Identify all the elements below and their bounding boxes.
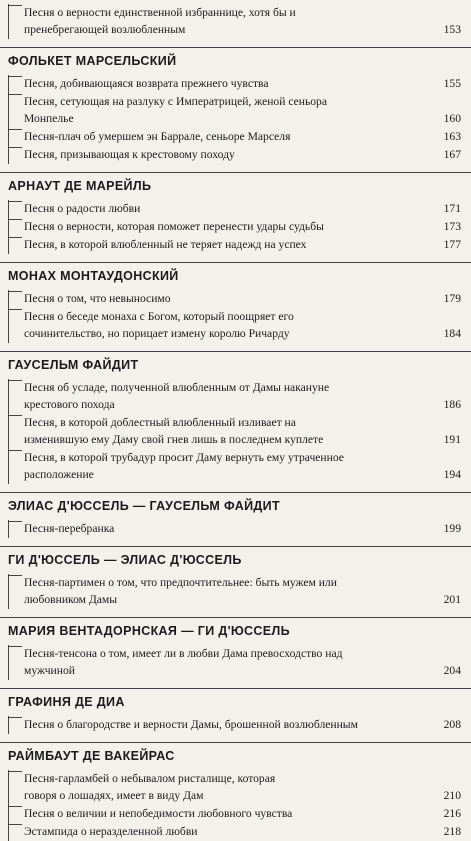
entry-page-number: 216 [443,807,461,820]
author-heading: ГАУСЕЛЬМ ФАЙДИТ [8,358,139,372]
toc-entry[interactable] [24,716,461,733]
entry-title [24,75,461,92]
entry-title-line: Эстампида о неразделенной любви [24,825,198,838]
section-vertical-rule [8,520,9,538]
toc-entry[interactable] [24,4,461,38]
entry-tick-rule [8,771,22,772]
toc-entry[interactable] [24,93,461,127]
entry-title-line: Песня, добивающаяся возврата прежнего чувства [24,77,269,90]
section-divider [0,262,471,263]
entry-tick-rule [8,94,22,95]
entry-title-line: расположение [24,468,94,481]
entry-title-line: Песня-гарламбей о небывалом ристалище, которая [24,772,276,785]
entry-page-number: 186 [443,398,461,411]
section-divider [0,742,471,743]
entry-title [24,379,461,413]
entry-page-number: 155 [443,77,461,90]
entry-tick-rule [8,5,22,6]
entry-title-line: Песня о благородстве и верности Дамы, брошенной возлюбленным [24,718,358,731]
entry-page-number: 191 [443,433,461,446]
section-vertical-rule [8,379,9,484]
toc-entry[interactable] [24,520,461,537]
entry-title [24,574,461,608]
entry-page-number: 208 [443,718,461,731]
toc-entry[interactable] [24,200,461,217]
section-divider [0,47,471,48]
entry-title [24,146,461,163]
entry-title [24,520,461,537]
entry-title [24,805,461,822]
section-divider [0,546,471,547]
section-vertical-rule [8,290,9,343]
entry-title-line: говоря о лошадях, имеет в виду Дам [24,789,204,802]
section-vertical-rule [8,200,9,254]
entry-title-line: Песня, в которой трубадур просит Даму вернуть ему утраченное [24,451,344,464]
entry-title-line: изменившую ему Даму свой гнев лишь в последнем куплете [24,433,324,446]
entry-title [24,4,461,38]
section-divider [0,351,471,352]
entry-tick-rule [8,575,22,576]
entry-page-number: 153 [443,23,461,36]
entry-title [24,218,461,235]
entry-page-number: 167 [443,148,461,161]
entry-page-number: 160 [443,112,461,125]
section-vertical-rule [8,574,9,609]
entry-title [24,770,461,804]
author-heading: АРНАУТ ДЕ МАРЕЙЛЬ [8,179,152,193]
entry-title [24,236,461,253]
section-vertical-rule [8,75,9,164]
toc-entry[interactable] [24,218,461,235]
toc-entry[interactable] [24,128,461,145]
toc-entry[interactable] [24,805,461,822]
entry-title-line: Песня-тенсона о том, имеет ли в любви Дама превосходство над [24,647,343,660]
entry-tick-rule [8,806,22,807]
entry-title-line: Песня, в которой доблестный влюбленный изливает на [24,416,296,429]
author-heading: ГИ Д'ЮССЕЛЬ — ЭЛИАС Д'ЮССЕЛЬ [8,553,242,567]
entry-tick-rule [8,291,22,292]
entry-title [24,716,461,733]
toc-entry[interactable] [24,308,461,342]
toc-entry[interactable] [24,823,461,840]
entry-tick-rule [8,521,22,522]
entry-page-number: 177 [443,238,461,251]
toc-entry[interactable] [24,290,461,307]
entry-page-number: 163 [443,130,461,143]
entry-title [24,200,461,217]
entry-title [24,414,461,448]
entry-page-number: 184 [443,327,461,340]
section-vertical-rule [8,645,9,680]
entry-page-number: 199 [443,522,461,535]
entry-page-number: 204 [443,664,461,677]
entry-title [24,823,461,840]
entry-tick-rule [8,646,22,647]
entry-page-number: 210 [443,789,461,802]
entry-title-line: Песня о радости любви [24,202,141,215]
entry-tick-rule [8,415,22,416]
section-vertical-rule [8,770,9,841]
entry-tick-rule [8,201,22,202]
toc-entry[interactable] [24,645,461,679]
author-heading: ЭЛИАС Д'ЮССЕЛЬ — ГАУСЕЛЬМ ФАЙДИТ [8,499,280,513]
entry-title-line: Песня-перебранка [24,522,115,535]
entry-title-line: Монпелье [24,112,74,125]
entry-page-number: 218 [443,825,461,838]
entry-title-line: Песня, в которой влюбленный не теряет надежд на успех [24,238,307,251]
section-divider [0,617,471,618]
section-vertical-rule [8,716,9,734]
entry-tick-rule [8,380,22,381]
toc-entry[interactable] [24,75,461,92]
entry-title-line: Песня о верности единственной избраннице, хотя бы и [24,6,296,19]
entry-title-line: любовником Дамы [24,593,118,606]
entry-page-number: 179 [443,292,461,305]
section-divider [0,492,471,493]
entry-page-number: 171 [443,202,461,215]
entry-title-line: Песня о верности, которая поможет перенести удары судьбы [24,220,324,233]
entry-page-number: 194 [443,468,461,481]
author-heading: ФОЛЬКЕТ МАРСЕЛЬСКИЙ [8,54,177,68]
entry-title-line: Песня-партимен о том, что предпочтительнее: быть мужем или [24,576,337,589]
entry-tick-rule [8,129,22,130]
entry-tick-rule [8,717,22,718]
entry-tick-rule [8,76,22,77]
entry-title-line: Песня-плач об умершем эн Баррале, сеньоре Марселя [24,130,291,143]
author-heading: МАРИЯ ВЕНТАДОРНСКАЯ — ГИ Д'ЮССЕЛЬ [8,624,290,638]
entry-title-line: Песня о том, что невыносимо [24,292,171,305]
entry-title-line: Песня, призывающая к крестовому походу [24,148,235,161]
entry-title [24,449,461,483]
toc-entry[interactable] [24,414,461,448]
author-heading: ГРАФИНЯ ДЕ ДИА [8,695,125,709]
entry-title-line: мужчиной [24,664,75,677]
entry-title [24,308,461,342]
entry-page-number: 173 [443,220,461,233]
entry-title-line: Песня о величии и непобедимости любовного чувства [24,807,293,820]
section-divider [0,172,471,173]
entry-tick-rule [8,309,22,310]
toc-entry[interactable] [24,379,461,413]
entry-title [24,290,461,307]
entry-tick-rule [8,219,22,220]
section-vertical-rule [8,4,9,39]
toc-entry[interactable] [24,236,461,253]
toc-entry[interactable] [24,574,461,608]
toc-entry[interactable] [24,449,461,483]
entry-tick-rule [8,147,22,148]
entry-tick-rule [8,824,22,825]
entry-title-line: крестового похода [24,398,115,411]
entry-title-line: Песня, сетующая на разлуку с Императрицей, женой сеньора [24,95,327,108]
entry-title-line: Песня об усладе, полученной влюбленным от Дамы накануне [24,381,330,394]
entry-tick-rule [8,450,22,451]
entry-title [24,645,461,679]
section-divider [0,688,471,689]
entry-title [24,128,461,145]
entry-title [24,93,461,127]
author-heading: РАЙМБАУТ ДЕ ВАКЕЙРАС [8,749,175,763]
toc-entry[interactable] [24,770,461,804]
entry-tick-rule [8,237,22,238]
entry-page-number: 201 [443,593,461,606]
author-heading: МОНАХ МОНТАУДОНСКИЙ [8,269,179,283]
entry-title-line: пренебрегающей возлюбленным [24,23,186,36]
toc-entry[interactable] [24,146,461,163]
entry-title-line: Песня о беседе монаха с Богом, который поощряет его [24,310,294,323]
entry-title-line: сочинительство, но порицает измену королю Ричарду [24,327,290,340]
